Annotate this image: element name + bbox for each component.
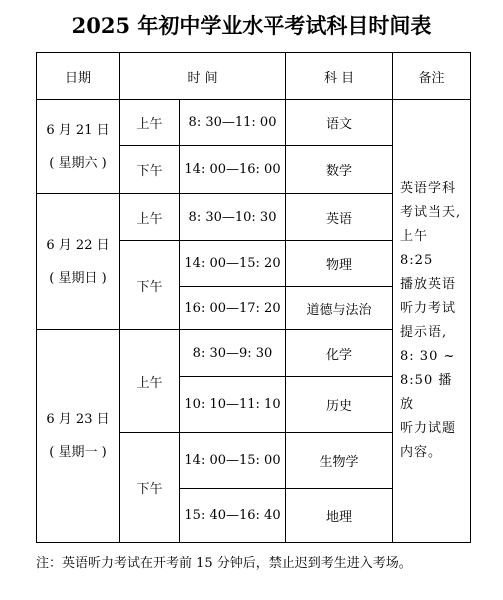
time-cell: 8: 30—10: 30 — [180, 194, 286, 241]
period-cell: 下午 — [120, 433, 180, 543]
note-line: 提示语, — [400, 325, 448, 340]
period-cell: 上午 — [120, 330, 180, 433]
note-line: 内容。 — [400, 445, 443, 460]
note-line: 播放英语 — [400, 277, 457, 292]
subject-cell: 地理 — [286, 489, 393, 543]
header-note: 备注 — [393, 53, 471, 100]
footer-note: 注：英语听力考试在开考前 15 分钟后，禁止迟到考生进入考场。 — [36, 556, 412, 571]
header-row — [37, 53, 471, 100]
date-cell-day3 — [37, 330, 120, 543]
period-cell: 上午 — [120, 100, 180, 146]
note-line: 听力试题 — [400, 421, 457, 436]
table-row — [37, 100, 471, 146]
subject-cell: 道德与法治 — [286, 287, 393, 330]
subject-cell: 数学 — [286, 146, 393, 194]
note-line: 上午 8:25 — [400, 229, 434, 268]
time-cell: 14: 00—15: 20 — [180, 241, 286, 287]
time-cell: 16: 00—17: 20 — [180, 287, 286, 330]
note-line: 考试当天, — [400, 205, 462, 220]
date-label: 6 月 23 日 — [46, 412, 110, 427]
date-cell-day1 — [37, 100, 120, 194]
period-cell: 下午 — [120, 146, 180, 194]
note-line: 听力考试 — [400, 301, 457, 316]
subject-cell: 历史 — [286, 377, 393, 433]
weekday-label: ( 星期一 ) — [49, 445, 107, 460]
time-cell: 10: 10—11: 10 — [180, 377, 286, 433]
time-cell: 14: 00—16: 00 — [180, 146, 286, 194]
time-cell: 14: 00—15: 00 — [180, 433, 286, 489]
subject-cell: 化学 — [286, 330, 393, 377]
time-cell: 15: 40—16: 40 — [180, 489, 286, 543]
date-cell-day2 — [37, 194, 120, 330]
header-time: 时 间 — [120, 53, 286, 100]
subject-cell: 生物学 — [286, 433, 393, 489]
header-subject: 科 目 — [286, 53, 393, 100]
period-cell: 下午 — [120, 241, 180, 330]
weekday-label: ( 星期日 ) — [49, 270, 107, 286]
period-cell: 上午 — [120, 194, 180, 241]
date-label: 6 月 22 日 — [46, 237, 110, 253]
note-line: 英语学科 — [400, 181, 457, 196]
page-title: 2025 年初中学业水平考试科目时间表 — [71, 13, 432, 38]
time-cell: 8: 30—11: 00 — [180, 100, 286, 146]
exam-schedule-table — [36, 52, 471, 543]
date-label: 6 月 21 日 — [46, 122, 110, 138]
subject-cell: 语文 — [286, 100, 393, 146]
note-cell — [393, 100, 471, 543]
subject-cell: 英语 — [286, 194, 393, 241]
header-date: 日期 — [37, 53, 120, 100]
time-cell: 8: 30—9: 30 — [180, 330, 286, 377]
subject-cell: 物理 — [286, 241, 393, 287]
note-line: 8: 30 ~ — [400, 349, 456, 364]
weekday-label: ( 星期六 ) — [49, 155, 107, 171]
note-line: 8:50 播放 — [400, 373, 453, 412]
